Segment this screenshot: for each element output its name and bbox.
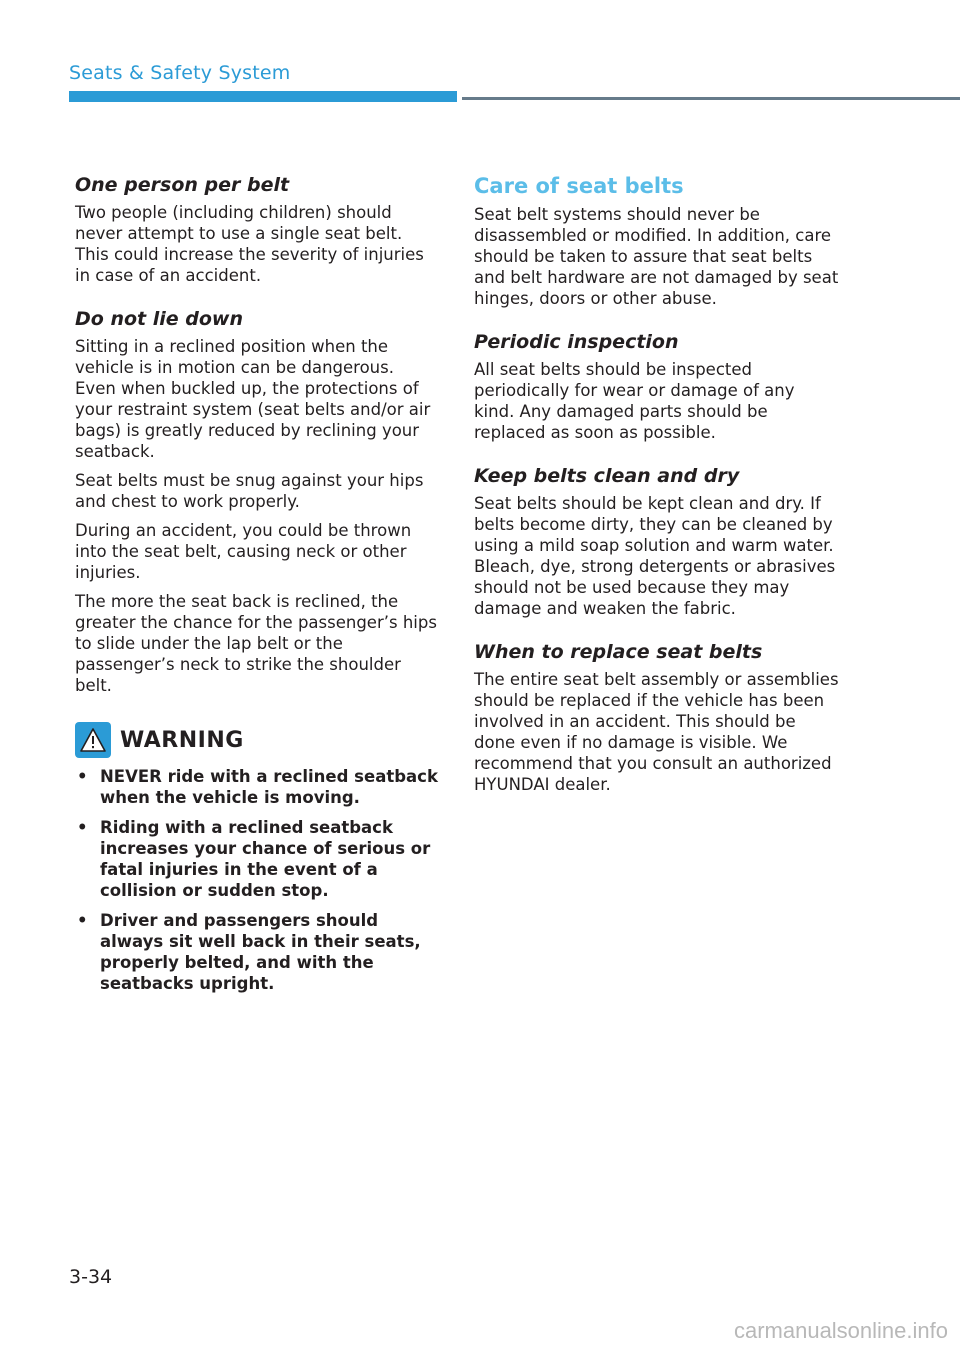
- warning-list: [75, 766, 440, 994]
- list-item: • Driver and passengers should always sit well back in their seats, properly belted, and with the seatbacks upright.: [77, 911, 421, 993]
- header-rule: [462, 97, 960, 100]
- paragraph: Seat belts should be kept clean and dry. If belts become dirty, they can be cleaned by using a mild soap solution and warm water. Bleach, dye, strong detergents or abrasives should not be used because they may damage and weaken the fabric.: [474, 494, 836, 618]
- paragraph: During an accident, you could be thrown into the seat belt, causing neck or other injuries.: [75, 521, 412, 582]
- warning-header: [75, 722, 440, 758]
- heading-keep-belts-clean: Keep belts clean and dry: [474, 465, 740, 487]
- right-column: [474, 172, 839, 803]
- paragraph: The entire seat belt assembly or assemblies should be replaced if the vehicle has been involved in an accident. This should be done even if no damage is visible. We recommend that you consult an authorized HYUNDAI dealer.: [474, 670, 839, 794]
- heading-do-not-lie-down: Do not lie down: [75, 308, 243, 330]
- paragraph: Sitting in a reclined position when the vehicle is in motion can be dangerous. Even when buckled up, the protections of your restraint system (seat belts and/or air bags) is greatly reduced by reclining your seatback.: [75, 337, 431, 461]
- section-title: Seats & Safety System: [69, 62, 291, 84]
- warning-label: WARNING: [120, 727, 244, 753]
- warning-triangle-icon: [75, 722, 111, 758]
- left-column: [75, 172, 440, 1003]
- list-item: • NEVER ride with a reclined seatback when the vehicle is moving.: [77, 767, 438, 807]
- header-accent-bar: [69, 91, 457, 102]
- paragraph: All seat belts should be inspected periodically for wear or damage of any kind. Any damaged parts should be replaced as soon as possible.: [474, 360, 795, 442]
- list-item: • Riding with a reclined seatback increases your chance of serious or fatal injuries in the event of a collision or sudden stop.: [77, 818, 431, 900]
- heading-when-to-replace: When to replace seat belts: [474, 641, 763, 663]
- paragraph: Seat belts must be snug against your hips and chest to work properly.: [75, 471, 424, 511]
- warning-box: [75, 722, 440, 994]
- heading-care-of-seat-belts: Care of seat belts: [474, 174, 684, 198]
- paragraph: The more the seat back is reclined, the greater the chance for the passenger’s hips to slide under the lap belt or the passenger’s neck to strike the shoulder belt.: [75, 592, 437, 695]
- paragraph: Seat belt systems should never be disassembled or modified. In addition, care should be taken to assure that seat belts and belt hardware are not damaged by seat hinges, doors or other abuse.: [474, 205, 839, 308]
- heading-one-person-per-belt: One person per belt: [75, 174, 290, 196]
- page-number: 3-34: [69, 1266, 113, 1288]
- watermark: carmanualsonline.info: [733, 1318, 948, 1343]
- heading-periodic-inspection: Periodic inspection: [474, 331, 679, 353]
- paragraph: Two people (including children) should never attempt to use a single seat belt. This could increase the severity of injuries in case of an accident.: [75, 203, 424, 285]
